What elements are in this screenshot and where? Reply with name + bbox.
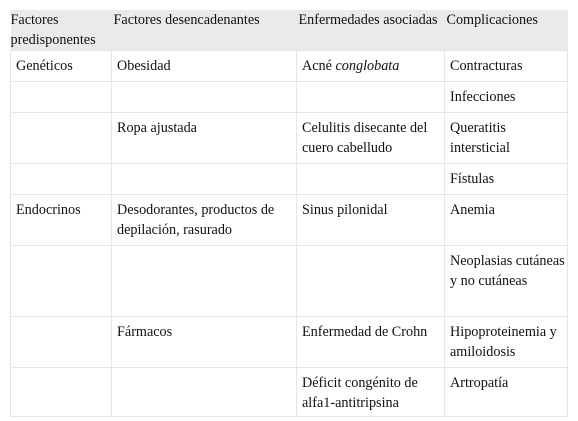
cell-desencadenantes	[112, 82, 297, 113]
table-row	[11, 82, 568, 113]
cell-asociadas	[297, 164, 445, 195]
header-desencadenantes: Factores desencadenantes	[112, 10, 297, 51]
cell-desencadenantes	[112, 246, 297, 317]
cell-complicaciones: Contracturas	[445, 51, 568, 82]
cell-predisponentes	[11, 82, 112, 113]
cell-complicaciones: Hipoproteinemia y amiloidosis	[445, 317, 568, 368]
cell-complicaciones: Neoplasias cutáneas y no cutáneas	[445, 246, 568, 317]
table-row	[11, 317, 568, 368]
cell-asociadas	[297, 51, 445, 82]
cell-complicaciones: Infecciones	[445, 82, 568, 113]
cell-predisponentes	[11, 164, 112, 195]
cell-predisponentes	[11, 113, 112, 164]
cell-asociadas-italic: conglobata	[335, 58, 400, 74]
table-row	[11, 246, 568, 317]
clinical-factors-table	[10, 10, 568, 417]
table-body	[11, 51, 568, 417]
cell-desencadenantes: Desodorantes, productos de depilación, rasurado	[112, 195, 297, 246]
cell-desencadenantes: Fármacos	[112, 317, 297, 368]
table-header	[11, 10, 568, 51]
cell-predisponentes	[11, 317, 112, 368]
cell-desencadenantes: Obesidad	[112, 51, 297, 82]
header-predisponentes: Factores predisponentes	[11, 10, 112, 51]
header-complicaciones: Complicaciones	[445, 10, 568, 51]
cell-desencadenantes: Ropa ajustada	[112, 113, 297, 164]
cell-predisponentes	[11, 368, 112, 417]
cell-complicaciones: Queratitis intersticial	[445, 113, 568, 164]
cell-asociadas: Enfermedad de Crohn	[297, 317, 445, 368]
cell-predisponentes: Endocrinos	[11, 195, 112, 246]
table-row	[11, 51, 568, 82]
cell-complicaciones: Anemia	[445, 195, 568, 246]
cell-desencadenantes	[112, 368, 297, 417]
cell-asociadas: Celulitis disecante del cuero cabelludo	[297, 113, 445, 164]
cell-asociadas	[297, 82, 445, 113]
cell-complicaciones: Artropatía	[445, 368, 568, 417]
table-row	[11, 113, 568, 164]
cell-asociadas	[297, 246, 445, 317]
table-row	[11, 195, 568, 246]
cell-desencadenantes	[112, 164, 297, 195]
cell-asociadas-text: Acné	[302, 58, 336, 74]
cell-asociadas: Sinus pilonidal	[297, 195, 445, 246]
cell-predisponentes: Genéticos	[11, 51, 112, 82]
cell-complicaciones: Fístulas	[445, 164, 568, 195]
header-row	[11, 10, 568, 51]
table-row	[11, 164, 568, 195]
header-asociadas: Enfermedades asociadas	[297, 10, 445, 51]
cell-predisponentes	[11, 246, 112, 317]
table-row	[11, 368, 568, 417]
cell-asociadas: Déficit congénito de alfa1-antitripsina	[297, 368, 445, 417]
table-container	[10, 10, 567, 417]
